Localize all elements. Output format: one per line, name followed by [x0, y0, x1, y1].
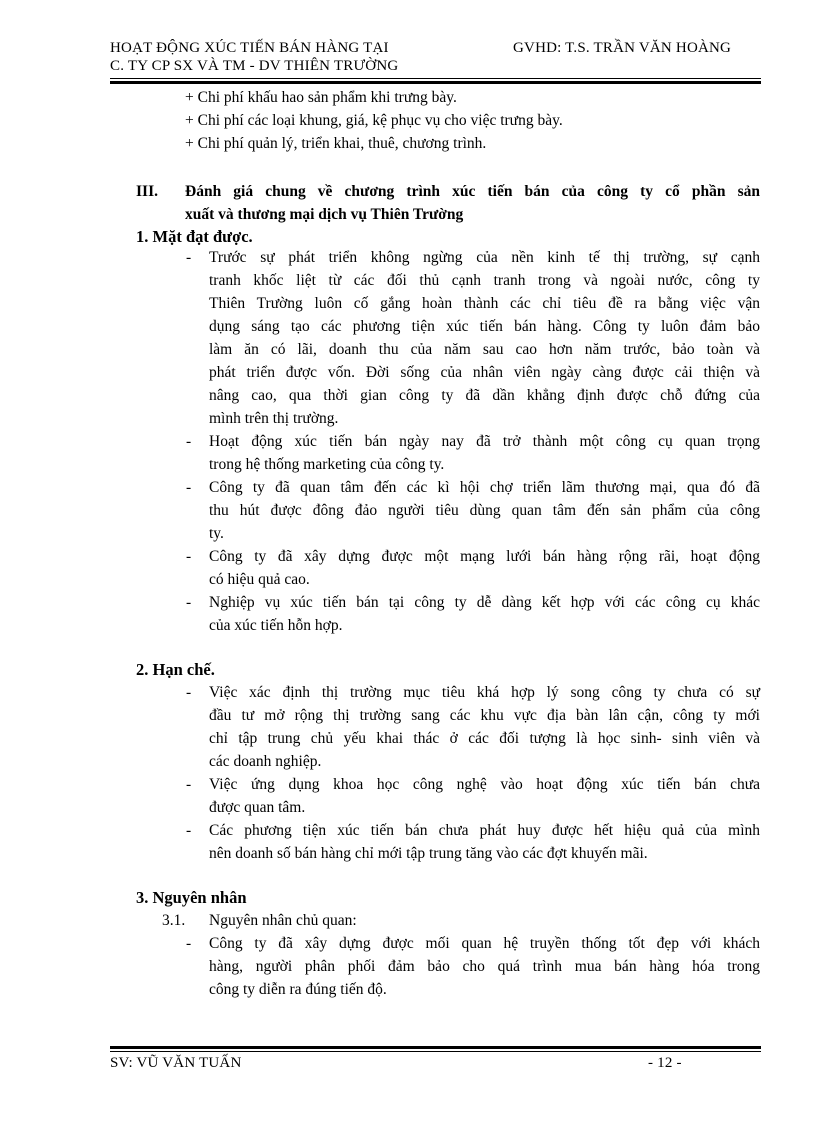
bullet-dash: - — [186, 548, 192, 565]
heading-limitations: 2. Hạn chế. — [136, 660, 215, 679]
paragraph-line: Các phương tiện xúc tiến bán chưa phát huy được hết hiệu quả của mình — [209, 822, 760, 839]
paragraph-line: trong hệ thống marketing của công ty. — [209, 456, 445, 473]
header-rule-thick — [110, 81, 761, 84]
bullet-dash: - — [186, 433, 192, 450]
bullet-dash: - — [186, 479, 192, 496]
paragraph-line: Công ty đã xây dựng được mối quan hệ truyền thống tốt đẹp với khách — [209, 935, 760, 952]
section-title-line1: Đánh giá chung về chương trình xúc tiến bán của công ty cổ phần sản — [185, 183, 760, 200]
paragraph-line: được quan tâm. — [209, 799, 306, 816]
paragraph-line: ty. — [209, 525, 224, 542]
paragraph-line: phát triển được vốn. Đời sống của nhân viên ngày càng được cải thiện và — [209, 364, 760, 381]
bullet-dash: - — [186, 822, 192, 839]
paragraph-line: tranh khốc liệt từ các đối thủ cạnh tranh trong và ngoài nước, công ty — [209, 272, 760, 289]
paragraph-line: công ty diễn ra đúng tiến độ. — [209, 981, 387, 998]
paragraph-line: Công ty đã xây dựng được một mạng lưới bán hàng rộng rãi, hoạt động — [209, 548, 760, 565]
bullet-dash: - — [186, 594, 192, 611]
bullet-dash: - — [186, 249, 192, 266]
bullet-dash: - — [186, 935, 192, 952]
paragraph-line: thu hút được đông đảo người tiêu dùng quan tâm đến sản phẩm của công — [209, 502, 760, 519]
paragraph-line: Công ty đã quan tâm đến các kì hội chợ triển lãm thương mại, qua đó đã — [209, 479, 760, 496]
subsection-number: 3.1. — [162, 912, 186, 929]
bullet-dash: - — [186, 776, 192, 793]
paragraph-line: Việc ứng dụng khoa học công nghệ vào hoạt động xúc tiến bán chưa — [209, 776, 760, 793]
paragraph-line: dụng sáng tạo các phương tiện xúc tiến bán hàng. Công ty luôn đảm bảo — [209, 318, 760, 335]
paragraph-line: Hoạt động xúc tiến bán ngày nay đã trở thành một công cụ quan trọng — [209, 433, 760, 450]
paragraph-line: nâng cao, qua thời gian công ty đã dần khẳng định được chỗ đứng của — [209, 387, 760, 404]
paragraph-line: Nghiệp vụ xúc tiến bán tại công ty dễ dàng kết hợp với các công cụ khác — [209, 594, 760, 611]
header-rule-thin — [110, 78, 761, 79]
paragraph-line: các doanh nghiệp. — [209, 753, 322, 770]
paragraph-line: hàng, người phân phối đảm bảo cho quá trình mua bán hàng hóa trong — [209, 958, 760, 975]
cost-line: + Chi phí các loại khung, giá, kệ phục vụ cho việc trưng bày. — [185, 112, 563, 129]
paragraph-line: nên doanh số bán hàng chỉ mới tập trung tăng vào các đợt khuyến mãi. — [209, 845, 648, 862]
paragraph-line: Thiên Trường luôn cố gắng hoàn thành các chỉ tiêu đề ra bằng việc vận — [209, 295, 760, 312]
subsection-title: Nguyên nhân chủ quan: — [209, 912, 357, 929]
paragraph-line: của xúc tiến hỗn hợp. — [209, 617, 343, 634]
footer-rule-thick — [110, 1046, 761, 1049]
footer-rule-thin — [110, 1051, 761, 1052]
footer-student: SV: VŨ VĂN TUẤN — [110, 1055, 242, 1071]
section-title-line2: xuất và thương mại dịch vụ Thiên Trường — [185, 206, 464, 223]
paragraph-line: Trước sự phát triển không ngừng của nền kinh tế thị trường, sự cạnh — [209, 249, 760, 266]
section-number: III. — [136, 183, 158, 200]
header-title-line1: HOẠT ĐỘNG XÚC TIẾN BÁN HÀNG TẠI — [110, 40, 389, 56]
paragraph-line: làm ăn có lãi, doanh thu của năm sau cao hơn năm trước, bảo toàn và — [209, 341, 760, 358]
paragraph-line: có hiệu quả cao. — [209, 571, 310, 588]
page-number: - 12 - — [648, 1055, 682, 1071]
paragraph-line: Việc xác định thị trường mục tiêu khá hợp lý song công ty chưa có sự — [209, 684, 760, 701]
paragraph-line: mình trên thị trường. — [209, 410, 339, 427]
paragraph-line: đầu tư mở rộng thị trường sang các khu vực địa bàn lân cận, công ty mới — [209, 707, 760, 724]
cost-line: + Chi phí quản lý, triển khai, thuê, chương trình. — [185, 135, 487, 152]
bullet-dash: - — [186, 684, 192, 701]
header-supervisor: GVHD: T.S. TRẦN VĂN HOÀNG — [513, 40, 732, 56]
cost-line: + Chi phí khấu hao sản phẩm khi trưng bày. — [185, 89, 457, 106]
heading-achievements: 1. Mặt đạt được. — [136, 227, 253, 246]
header-title-line2: C. TY CP SX VÀ TM - DV THIÊN TRƯỜNG — [110, 58, 399, 74]
paragraph-line: chỉ tập trung chủ yếu khai thác ở các đối tượng là học sinh- sinh viên và — [209, 730, 760, 747]
heading-causes: 3. Nguyên nhân — [136, 888, 247, 907]
